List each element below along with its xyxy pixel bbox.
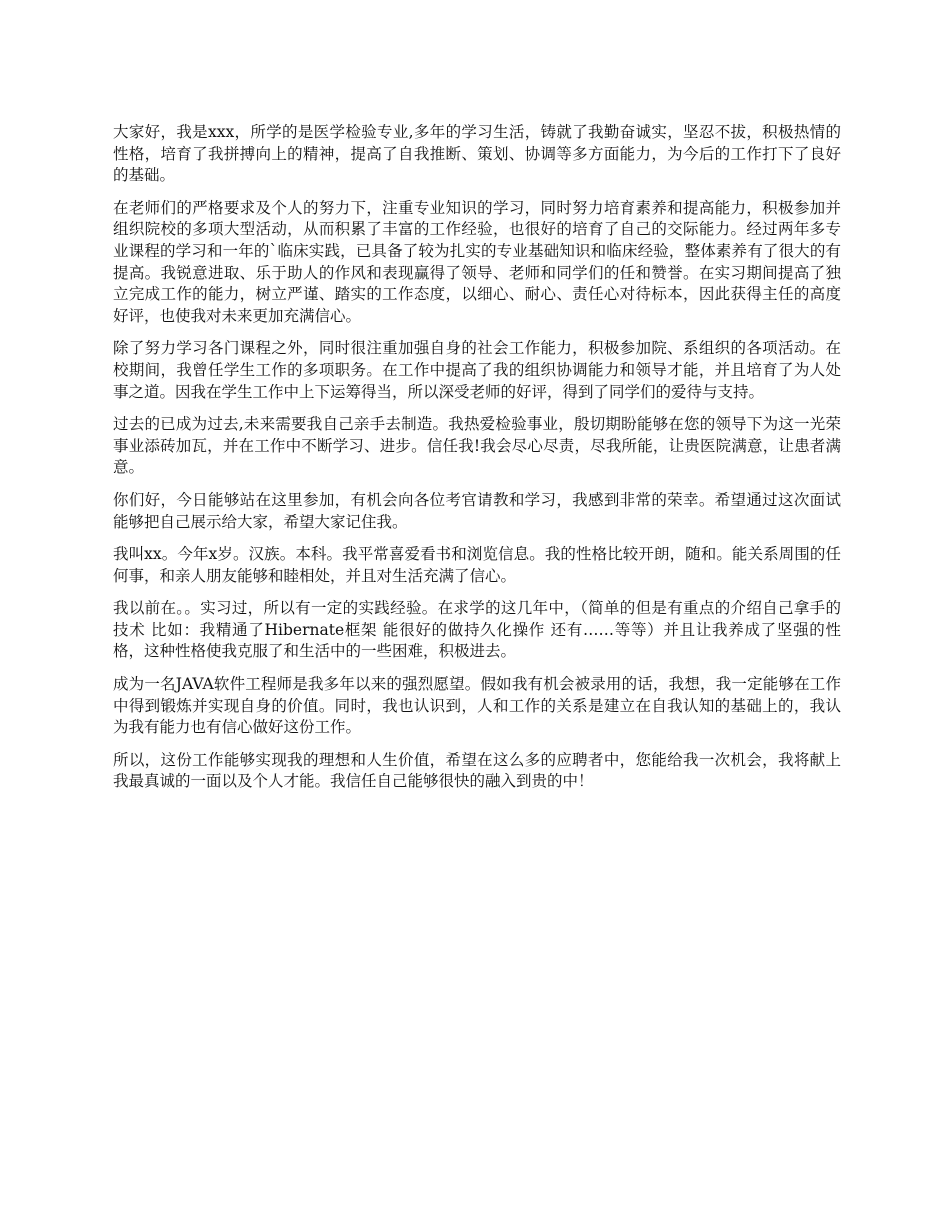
- paragraph-8: 成为一名JAVA软件工程师是我多年以来的强烈愿望。假如我有机会被录用的话，我想，我一定能够在工作中得到锻炼并实现自身的价值。同时，我也认识到，人和工作的关系是建立在自我认知的基础上的，我认为我有能力也有信心做好这份工作。: [113, 675, 841, 737]
- paragraph-5: 你们好，今日能够站在这里参加，有机会向各位考官请教和学习，我感到非常的荣幸。希望通过这次面试能够把自己展示给大家，希望大家记住我。: [113, 490, 841, 531]
- paragraph-6: 我叫xx。今年x岁。汉族。本科。我平常喜爱看书和浏览信息。我的性格比较开朗，随和。能关系周围的任何事，和亲人朋友能够和睦相处，并且对生活充满了信心。: [113, 545, 841, 585]
- document-body: [113, 122, 841, 804]
- paragraph-2: 在老师们的严格要求及个人的努力下，注重专业知识的学习，同时努力培育素养和提高能力，积极参加并组织院校的多项大型活动，从而积累了丰富的工作经验，也很好的培育了自己的交际能力。经过两年多专业课程的学习和一年的`临床实践，已具备了较为扎实的专业基础知识和临床经验，整体素养有了很大的有提高。我锐意进取、乐于助人的作风和表现赢得了领导、老师和同学们的任和赞誉。在实习期间提高了独立完成工作的能力，树立严谨、踏实的工作态度，以细心、耐心、责任心对待标本，因此获得主任的高度好评，也使我对未来更加充满信心。: [113, 198, 841, 325]
- paragraph-7: 我以前在。。实习过，所以有一定的实践经验。在求学的这几年中，（简单的但是有重点的介绍自己拿手的技术 比如：我精通了Hibernate框架 能很好的做持久化操作 还有……等等）并且让我养成了坚强的性格，这种性格使我克服了和生活中的一些困难，积极进去。: [113, 599, 841, 661]
- paragraph-9: 所以，这份工作能够实现我的理想和人生价值，希望在这么多的应聘者中，您能给我一次机会，我将献上我最真诚的一面以及个人才能。我信任自己能够很快的融入到贵的中！: [113, 750, 841, 791]
- paragraph-3: 除了努力学习各门课程之外，同时很注重加强自身的社会工作能力，积极参加院、系组织的各项活动。在校期间，我曾任学生工作的多项职务。在工作中提高了我的组织协调能力和领导才能，并且培育了为人处事之道。因我在学生工作中上下运筹得当，所以深受老师的好评，得到了同学们的爱待与支持。: [113, 339, 841, 401]
- paragraph-4: 过去的已成为过去,未来需要我自己亲手去制造。我热爱检验事业，殷切期盼能够在您的领导下为这一光荣事业添砖加瓦，并在工作中不断学习、进步。信任我!我会尽心尽责，尽我所能，让贵医院满意，让患者满意。: [113, 415, 841, 477]
- paragraph-1: 大家好，我是xxx，所学的是医学检验专业,多年的学习生活，铸就了我勤奋诚实，坚忍不拔，积极热情的性格，培育了我拼搏向上的精神，提高了自我推断、策划、协调等多方面能力，为今后的工作打下了良好的基础。: [113, 123, 841, 185]
